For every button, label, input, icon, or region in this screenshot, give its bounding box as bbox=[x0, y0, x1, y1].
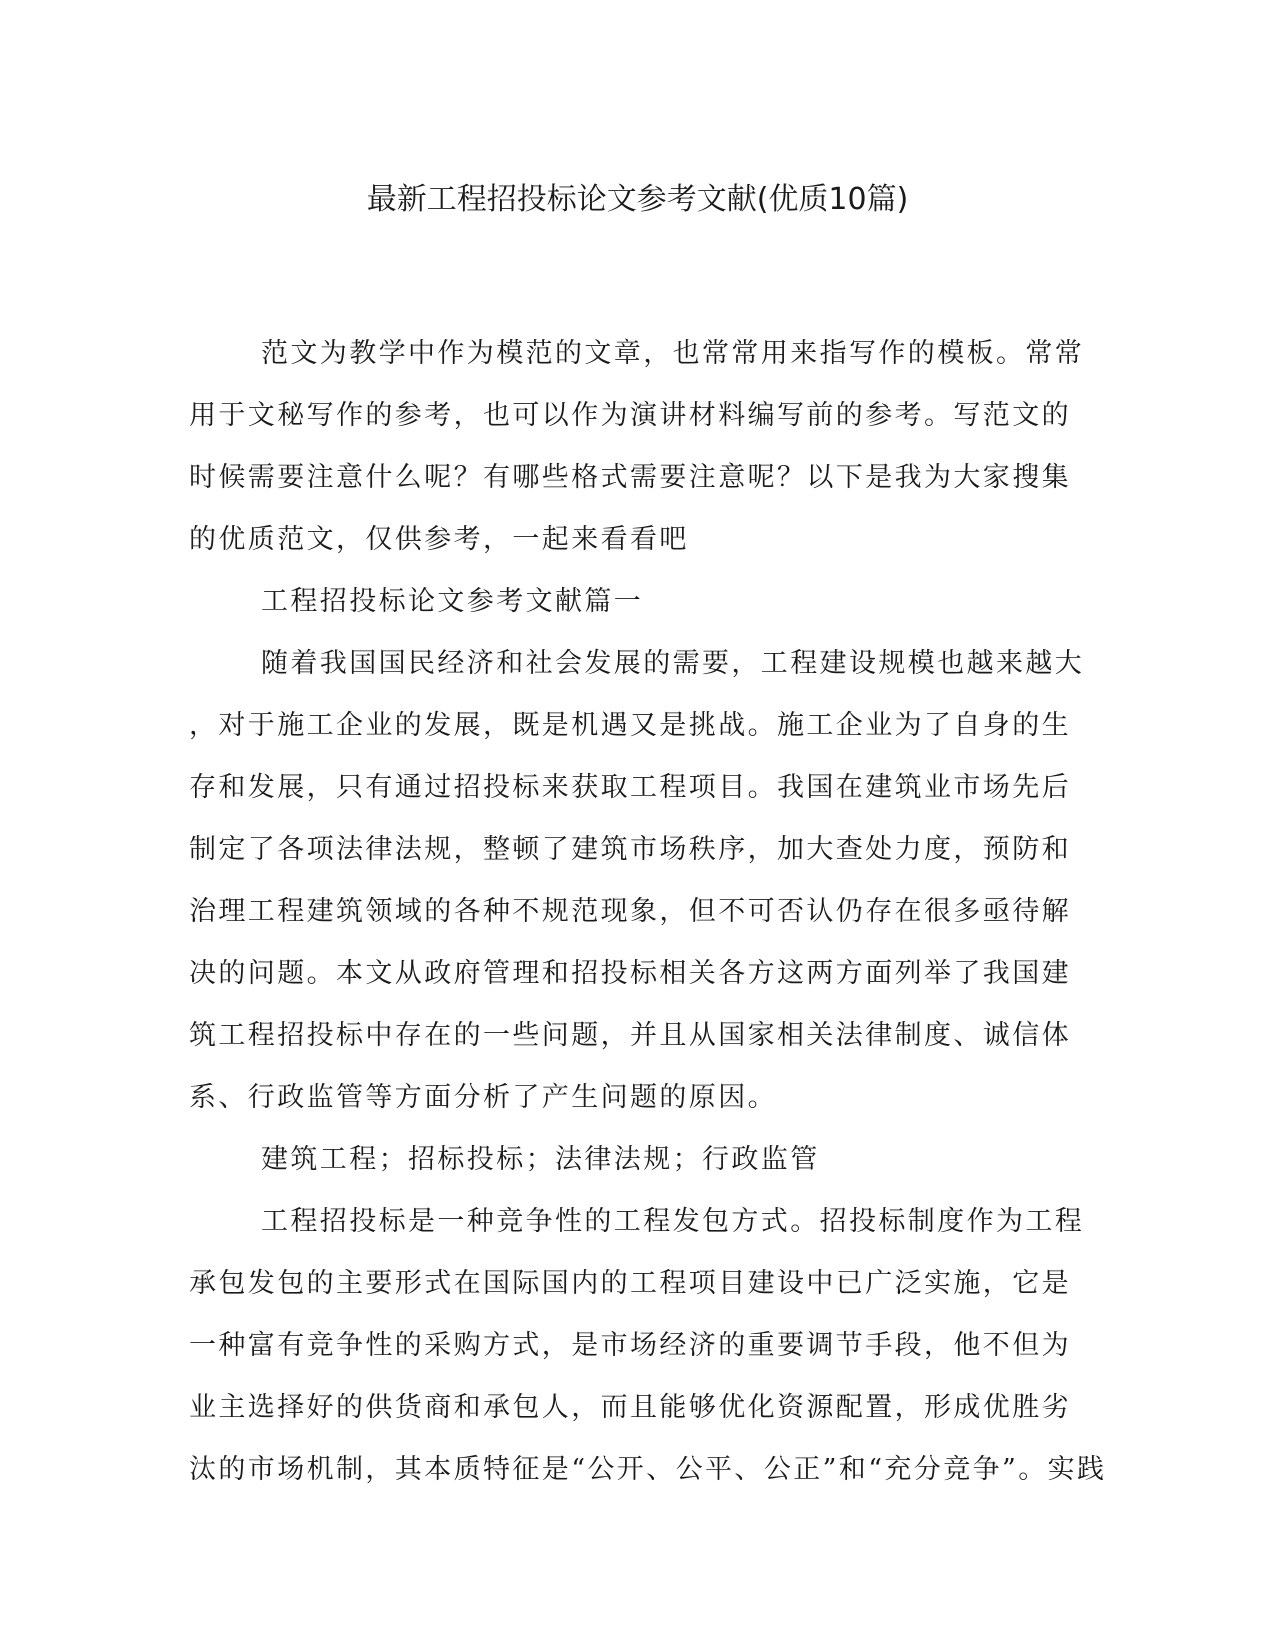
paragraph-line: 承包发包的主要形式在国际国内的工程项目建设中已广泛实施，它是 bbox=[189, 1268, 1071, 1299]
paragraph-line: 汰的市场机制，其本质特征是“公开、公平、公正”和“充分竞争”。实践 bbox=[189, 1454, 1107, 1485]
paragraph-line: 随着我国国民经济和社会发展的需要，工程建设规模也越来越大 bbox=[261, 648, 1085, 679]
paragraph-line: 系、行政监管等方面分析了产生问题的原因。 bbox=[189, 1082, 777, 1113]
paragraph-line: 时候需要注意什么呢？有哪些格式需要注意呢？以下是我为大家搜集 bbox=[189, 462, 1071, 493]
document-title: 最新工程招投标论文参考文献(优质10篇) bbox=[366, 182, 909, 217]
keywords-line: 建筑工程；招标投标；法律法规；行政监管 bbox=[261, 1144, 820, 1175]
paragraph-line: 决的问题。本文从政府管理和招投标相关各方这两方面列举了我国建 bbox=[189, 958, 1071, 989]
paragraph-line: 一种富有竞争性的采购方式，是市场经济的重要调节手段，他不但为 bbox=[189, 1330, 1071, 1361]
paragraph-line: 工程招投标是一种竞争性的工程发包方式。招投标制度作为工程 bbox=[261, 1206, 1085, 1237]
paragraph-line: ，对于施工企业的发展，既是机遇又是挑战。施工企业为了自身的生 bbox=[189, 710, 1071, 741]
paragraph-line: 范文为教学中作为模范的文章，也常常用来指写作的模板。常常 bbox=[261, 338, 1085, 369]
paragraph-line: 的优质范文，仅供参考，一起来看看吧 bbox=[189, 524, 689, 555]
paragraph-line: 治理工程建筑领域的各种不规范现象，但不可否认仍存在很多亟待解 bbox=[189, 896, 1071, 927]
paragraph-line: 存和发展，只有通过招投标来获取工程项目。我国在建筑业市场先后 bbox=[189, 772, 1071, 803]
paragraph-line: 业主选择好的供货商和承包人，而且能够优化资源配置，形成优胜劣 bbox=[189, 1392, 1071, 1423]
document-body bbox=[189, 323, 1107, 1501]
paragraph-line: 筑工程招投标中存在的一些问题，并且从国家相关法律制度、诚信体 bbox=[189, 1020, 1071, 1051]
paragraph-line: 用于文秘写作的参考，也可以作为演讲材料编写前的参考。写范文的 bbox=[189, 400, 1071, 431]
section-heading: 工程招投标论文参考文献篇一 bbox=[261, 586, 644, 617]
paragraph-line: 制定了各项法律法规，整顿了建筑市场秩序，加大查处力度，预防和 bbox=[189, 834, 1071, 865]
